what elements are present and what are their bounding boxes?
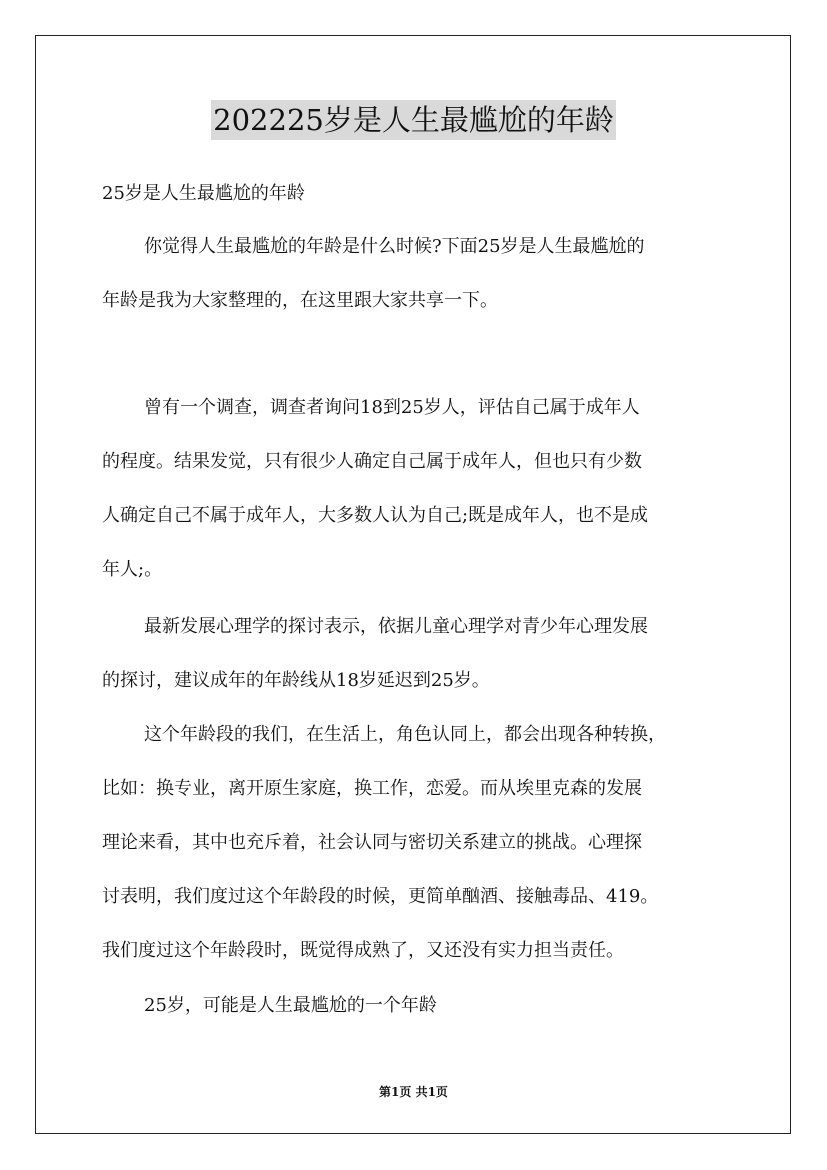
- document-subtitle: 25岁是人生最尴尬的年龄: [102, 183, 305, 204]
- text-line: 的程度。结果发觉，只有很少人确定自己属于成年人，但也只有少数: [102, 451, 642, 472]
- page-number-label: 第1页 共1页: [379, 1085, 448, 1099]
- text-line: 讨表明，我们度过这个年龄段的时候，更简单酗酒、接触毒品、419。: [102, 886, 659, 907]
- text-line: 比如：换专业，离开原生家庭，换工作，恋爱。而从埃里克森的发展: [102, 778, 642, 799]
- document-title: 202225岁是人生最尴尬的年龄: [211, 100, 616, 140]
- page-footer: [0, 1084, 827, 1100]
- text-line: 25岁，可能是人生最尴尬的一个年龄: [144, 995, 437, 1016]
- text-line: 年人;。: [102, 559, 163, 580]
- title-area: [0, 100, 827, 140]
- text-line: 年龄是我为大家整理的，在这里跟大家共享一下。: [102, 290, 498, 311]
- text-line: 这个年龄段的我们，在生活上，角色认同上，都会出现各种转换，: [144, 724, 666, 745]
- text-line: 你觉得人生最尴尬的年龄是什么时候?下面25岁是人生最尴尬的: [144, 236, 645, 257]
- text-line: 曾有一个调查，调查者询问18到25岁人，评估自己属于成年人: [144, 397, 640, 418]
- text-line: 理论来看，其中也充斥着，社会认同与密切关系建立的挑战。心理探: [102, 832, 642, 853]
- text-line: 最新发展心理学的探讨表示，依据儿童心理学对青少年心理发展: [144, 616, 648, 637]
- text-line: 人确定自己不属于成年人，大多数人认为自己;既是成年人，也不是成: [102, 505, 649, 526]
- text-line: 我们度过这个年龄段时，既觉得成熟了，又还没有实力担当责任。: [102, 940, 624, 961]
- text-line: 的探讨，建议成年的年龄线从18岁延迟到25岁。: [102, 670, 490, 691]
